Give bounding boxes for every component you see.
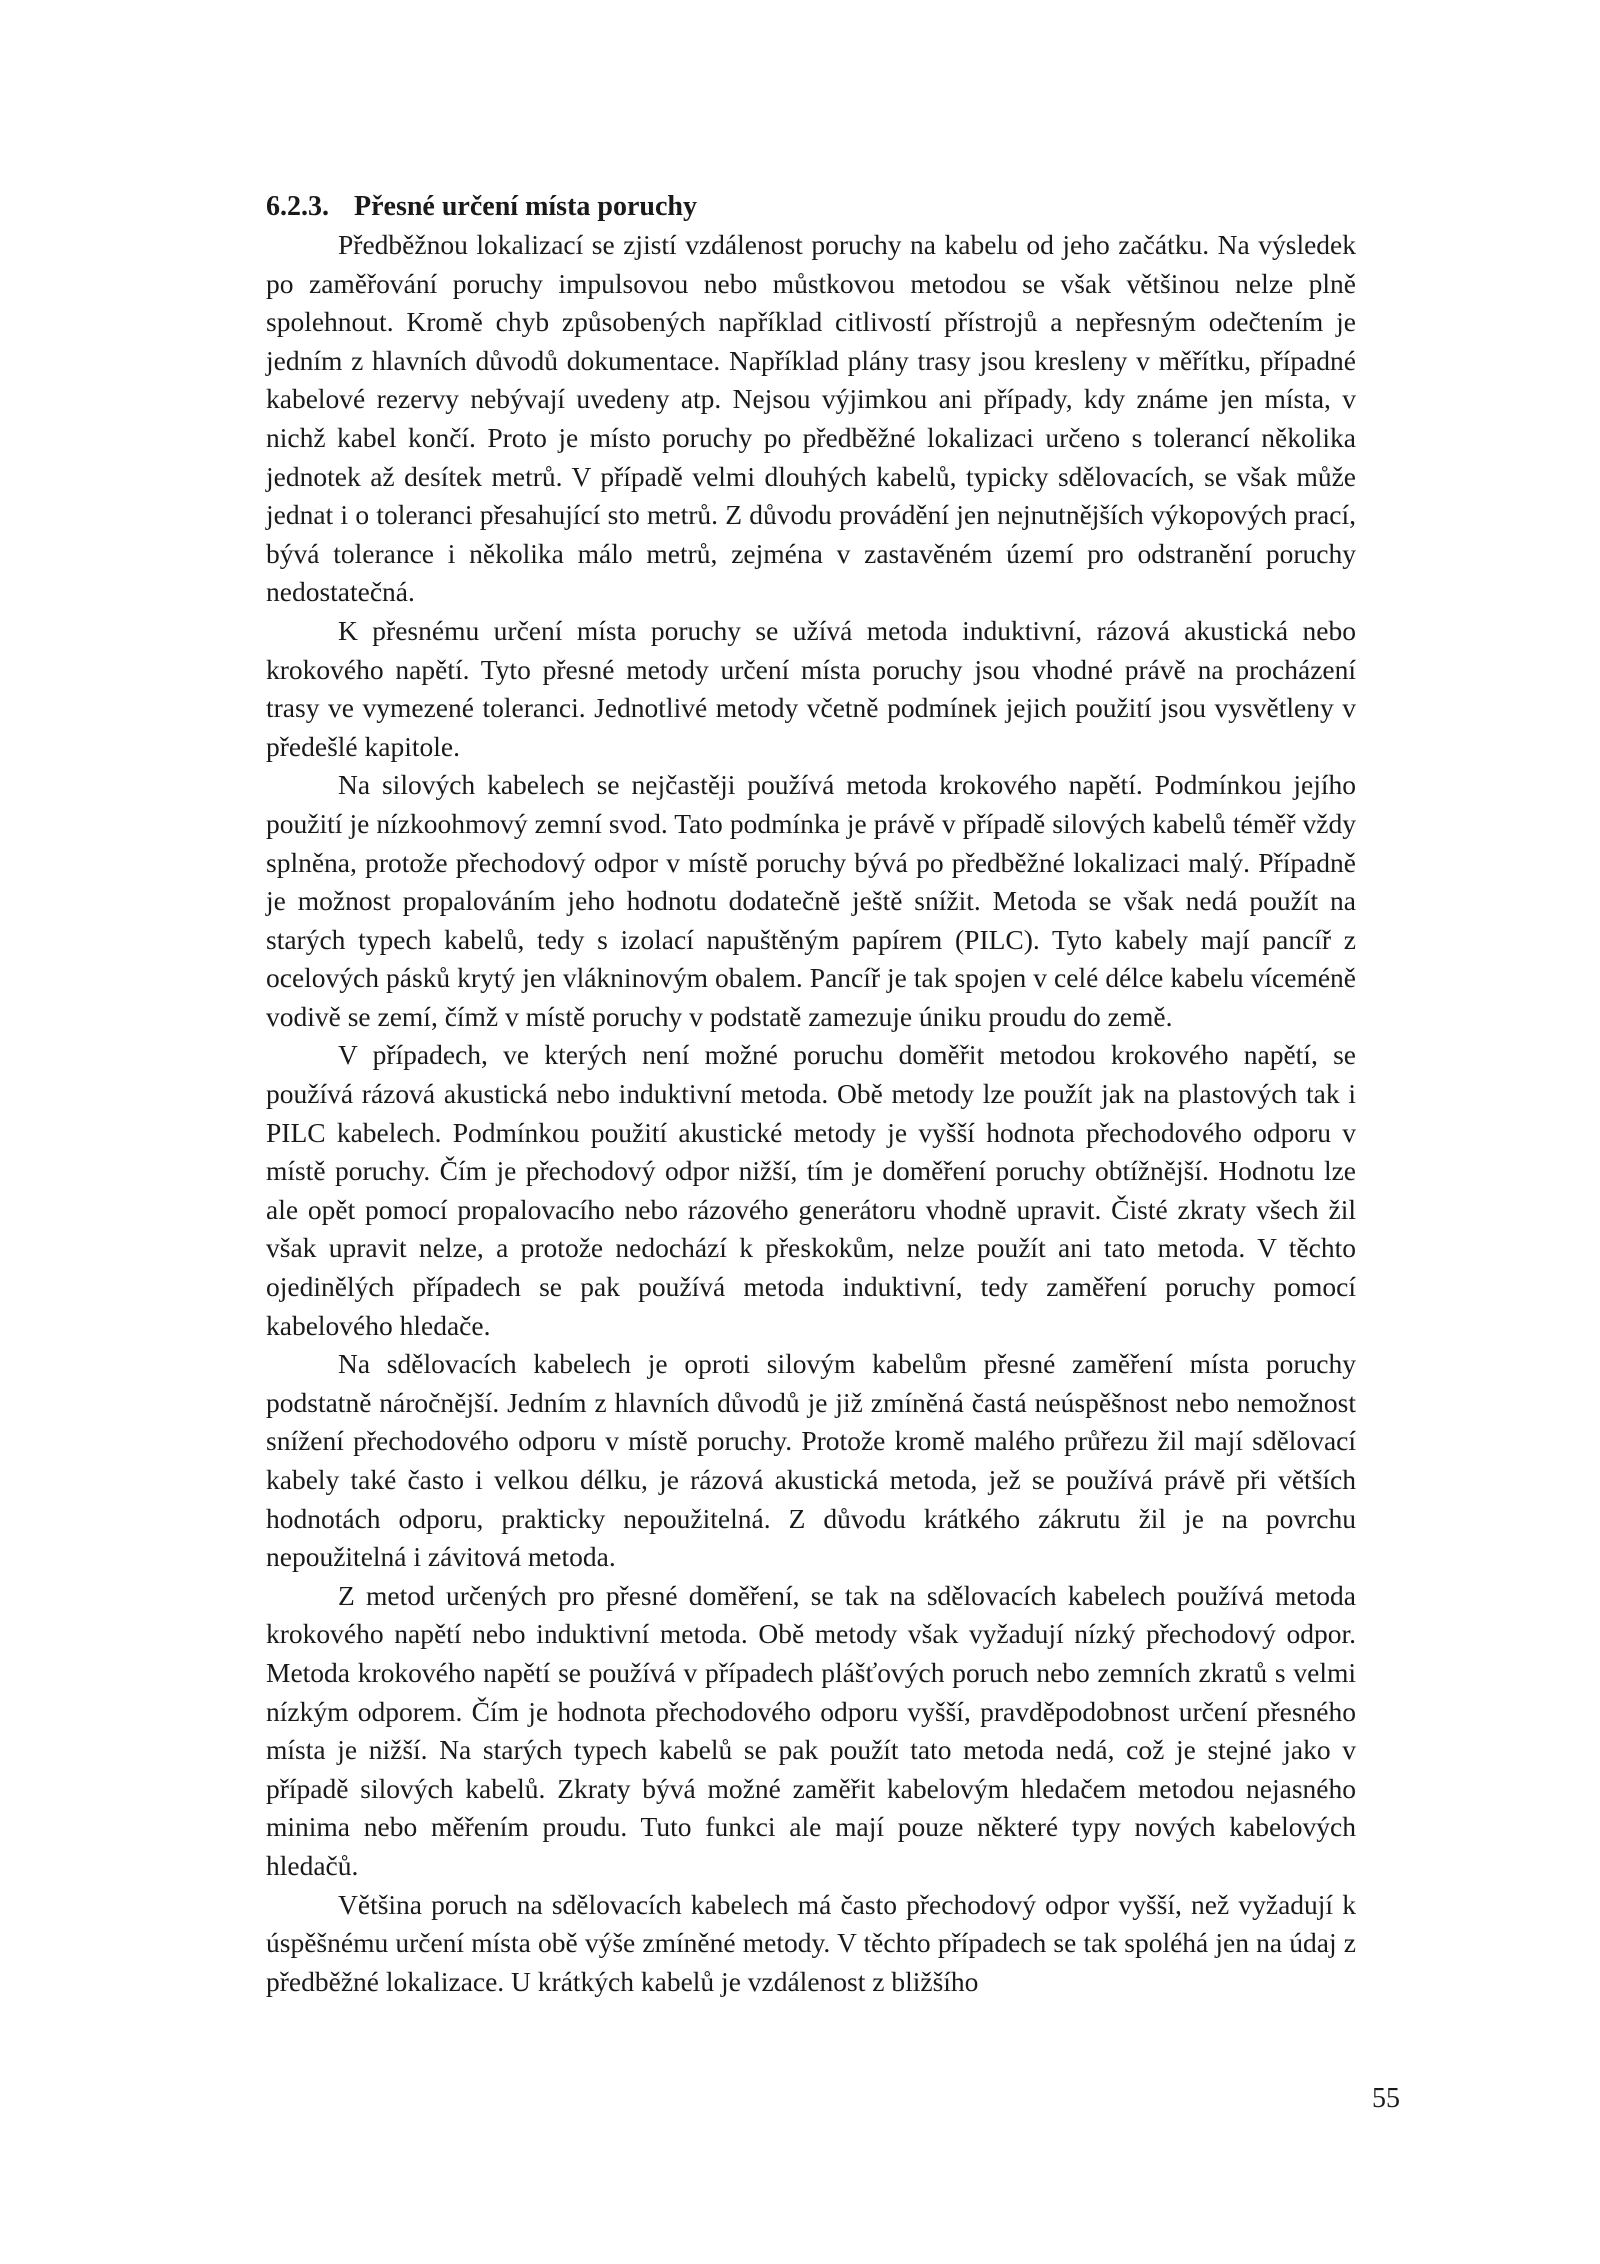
paragraph: Na sdělovacích kabelech je oproti silovým kabelům přesné zaměření místa poruchy podstatně náročnější. Jedním z hlavních důvodů je již zmíněná častá neúspěšnost nebo nemožnost snížení přechodového odporu v místě poruchy. Protože kromě malého průřezu žil mají sdělovací kabely také často i velkou délku, je rázová akustická metoda, jež se používá právě při větších hodnotách odporu, prakticky nepoužitelná. Z důvodu krátkého zákrutu žil je na povrchu nepoužitelná i závitová metoda. xyxy=(266,1348,1356,1573)
section-title: Přesné určení místa poruchy xyxy=(354,191,697,222)
paragraph: K přesnému určení místa poruchy se užívá metoda induktivní, rázová akustická nebo krokového napětí. Tyto přesné metody určení místa poruchy jsou vhodné právě na procházení trasy ve vymezené toleranci. Jednotlivé metody včetně podmínek jejich použití jsou vysvětleny v předešlé kapitole. xyxy=(266,614,1356,762)
page-content xyxy=(266,188,1356,2001)
page-number: 55 xyxy=(1372,2083,1400,2114)
paragraph: Předběžnou lokalizací se zjistí vzdálenost poruchy na kabelu od jeho začátku. Na výsledek po zaměřování poruchy impulsovou nebo můstkovou metodou se však většinou nelze plně spolehnout. Kromě chyb způsobených například citlivostí přístrojů a nepřesným odečtením je jedním z hlavních důvodů dokumentace. Například plány trasy jsou kresleny v měřítku, případné kabelové rezervy nebývají uvedeny atp. Nejsou výjimkou ani případy, kdy známe jen místa, v nichž kabel končí. Proto je místo poruchy po předběžné lokalizaci určeno s tolerancí několika jednotek až desítek metrů. V případě velmi dlouhých kabelů, typicky sdělovacích, se však může jednat i o toleranci přesahující sto metrů. Z důvodu provádění jen nejnutnějších výkopových prací, bývá tolerance i několika málo metrů, zejména v zastavěném území pro odstranění poruchy nedostatečná. xyxy=(266,229,1356,608)
paragraph: Na silových kabelech se nejčastěji používá metoda krokového napětí. Podmínkou jejího použití je nízkoohmový zemní svod. Tato podmínka je právě v případě silových kabelů téměř vždy splněna, protože přechodový odpor v místě poruchy bývá po předběžné lokalizaci malý. Případně je možnost propalováním jeho hodnotu dodatečně ještě snížit. Metoda se však nedá použít na starých typech kabelů, tedy s izolací napuštěným papírem (PILC). Tyto kabely mají pancíř z ocelových pásků krytý jen vlákninovým obalem. Pancíř je tak spojen v celé délce kabelu víceméně vodivě se zemí, čímž v místě poruchy v podstatě zamezuje úniku proudu do země. xyxy=(266,769,1356,1032)
paragraph: V případech, ve kterých není možné poruchu doměřit metodou krokového napětí, se používá rázová akustická nebo induktivní metoda. Obě metody lze použít jak na plastových tak i PILC kabelech. Podmínkou použití akustické metody je vyšší hodnota přechodového odporu v místě poruchy. Čím je přechodový odpor nižší, tím je doměření poruchy obtížnější. Hodnotu lze ale opět pomocí propalovacího nebo rázového generátoru vhodně upravit. Čisté zkraty všech žil však upravit nelze, a protože nedochází k přeskokům, nelze použít ani tato metoda. V těchto ojedinělých případech se pak používá metoda induktivní, tedy zaměření poruchy pomocí kabelového hledače. xyxy=(266,1039,1356,1341)
paragraph: Z metod určených pro přesné doměření, se tak na sdělovacích kabelech používá metoda krokového napětí nebo induktivní metoda. Obě metody však vyžadují nízký přechodový odpor. Metoda krokového napětí se používá v případech plášťových poruch nebo zemních zkratů s velmi nízkým odporem. Čím je hodnota přechodového odporu vyšší, pravděpodobnost určení přesného místa je nižší. Na starých typech kabelů se pak použít tato metoda nedá, což je stejné jako v případě silových kabelů. Zkraty bývá možné zaměřit kabelovým hledačem metodou nejasného minima nebo měřením proudu. Tuto funkci ale mají pouze některé typy nových kabelových hledačů. xyxy=(266,1579,1356,1881)
paragraph: Většina poruch na sdělovacích kabelech má často přechodový odpor vyšší, než vyžadují k úspěšnému určení místa obě výše zmíněné metody. V těchto případech se tak spoléhá jen na údaj z předběžné lokalizace. U krátkých kabelů je vzdálenost z bližšího xyxy=(266,1888,1356,1997)
section-number: 6.2.3. xyxy=(266,191,329,222)
section-heading xyxy=(266,188,1356,226)
